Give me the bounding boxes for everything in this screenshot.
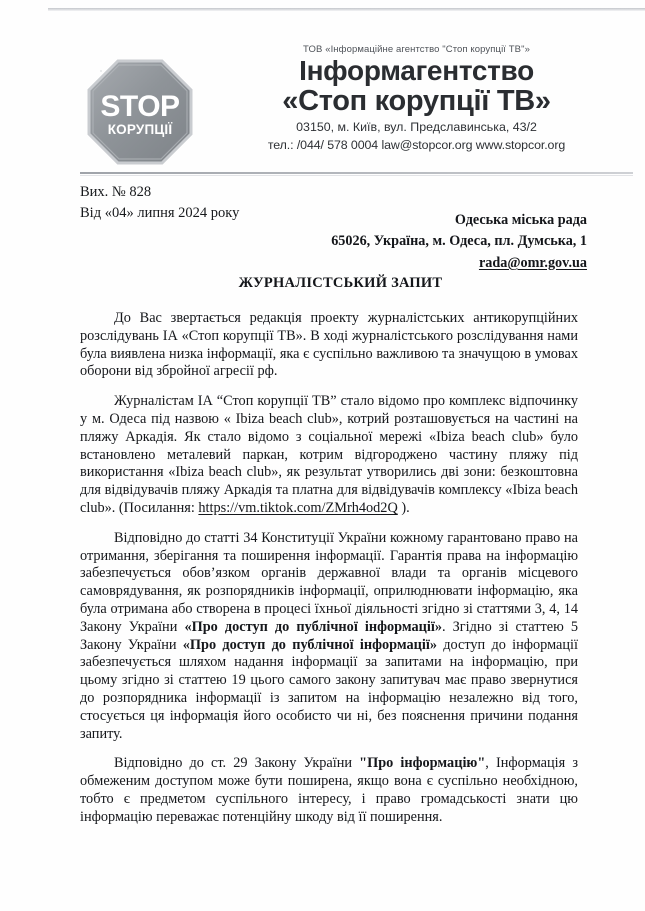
legal-basis-text-1: Відповідно до статті 34 Конституції України кожному гарантовано право на отримання, зберігання та поширення інформації. Гарантія права на інформацію забезпечується обов’язком органів державної влади та органів місцевого самоврядування, як розпорядників інформації, оприлюднювати інформацію, яка була отримана або створена в процесі їхньої діяльності згідно зі статтями 3, 4, 14 Закону України xyxy=(80,529,578,635)
paragraph-article-29 xyxy=(80,755,578,826)
law-name-on-information: "Про інформацію" xyxy=(359,755,486,772)
addressee-address: 65026, Україна, м. Одеса, пл. Думська, 1 xyxy=(331,233,587,250)
addressee-block xyxy=(331,210,587,274)
letterhead-divider xyxy=(80,172,633,174)
letterhead xyxy=(78,44,633,166)
document-title: ЖУРНАЛІСТСЬКИЙ ЗАПИТ xyxy=(238,275,443,291)
outgoing-number: Вих. № 828 xyxy=(80,184,152,200)
law-name-public-information-2: «Про доступ до публічної інформації» xyxy=(182,636,437,653)
letterhead-text-block xyxy=(208,44,625,154)
article-29-text-2: , Інформація з обмеженим доступом може бути поширена, якщо вона є суспільно необхідною, тобто є предметом суспільного інтересу, і право громадськості знати цю інформацію переважає потенційну шкоду від її поширення. xyxy=(80,755,578,825)
paragraph-legal-basis xyxy=(80,530,578,744)
paragraph-findings xyxy=(80,393,578,518)
letterhead-title-line-2: «Стоп корупції ТВ» xyxy=(282,84,551,117)
letterhead-divider-shadow xyxy=(80,175,633,176)
legal-basis-text-3: доступ до інформації забезпечується шляхом надання інформації за запитами на інформацію, при цьому згідно зі статтею 19 цього самого закону запитувач має право звернутися до розпорядника інформації із запитом на інформацію незалежно від того, стосується ця інформація його особисто чи ні, без пояснення причини подання запиту. xyxy=(80,636,578,742)
document-body xyxy=(80,310,578,827)
letterhead-contact-line: тел.: /044/ 578 0004 law@stopcor.org www.stopcor.org xyxy=(267,138,566,153)
svg-text:КОРУПЦІЇ: КОРУПЦІЇ xyxy=(107,122,173,137)
stop-corruption-logo xyxy=(86,58,194,166)
letterhead-title-line-1: Інформагентство xyxy=(299,55,534,86)
letterhead-address-line-1: 03150, м. Київ, вул. Предславинська, 43/2 xyxy=(296,119,537,134)
letterhead-company-line: ТОВ «Інформаційне агентство "Стоп корупції ТВ"» xyxy=(303,44,530,55)
addressee-email[interactable]: rada@omr.gov.ua xyxy=(478,254,587,271)
tiktok-source-link[interactable]: https://vm.tiktok.com/ZMrh4od2Q xyxy=(198,499,398,516)
document-date: Від «04» липня 2024 року xyxy=(80,205,240,222)
reference-block xyxy=(80,182,239,224)
paragraph-findings-text-1: Журналістам ІА “Стоп корупції ТВ” стало відомо про комплекс відпочинку у м. Одеса під назвою « Ibiza beach club», котрий розташовується на частині на пляжу Аркадія. Як стало відомо з соціальної мережі «Ibiza beach club» було встановлено металевий паркан, котрим відгороджено частину пляжу під використання «Ibiza beach club», як результат утворились дві зони: безкоштовна для відвідувачів пляжу Аркадія та платна для відвідувачів комплексу «Ibiza beach club». (Посилання: xyxy=(80,393,578,516)
legal-basis-text-2: . Згідно зі статтею 5 Закону України xyxy=(80,618,578,653)
svg-text:STOP: STOP xyxy=(100,90,180,123)
paragraph-intro-text: До Вас звертається редакція проекту журналістських антикорупційних розслідувань ІА «Стоп корупції ТВ». В ході журналістського розслідування нами була виявлена низка інформації, яка є суспільно важливою та значущою в умовах оборони від збройної агресії рф. xyxy=(80,310,578,380)
addressee-name: Одеська міська рада xyxy=(454,212,587,228)
article-29-text-1: Відповідно до ст. 29 Закону України xyxy=(114,755,360,772)
law-name-public-information-1: «Про доступ до публічної інформації» xyxy=(184,618,442,635)
paragraph-intro xyxy=(80,310,578,381)
paragraph-findings-text-2: ). xyxy=(397,499,410,516)
